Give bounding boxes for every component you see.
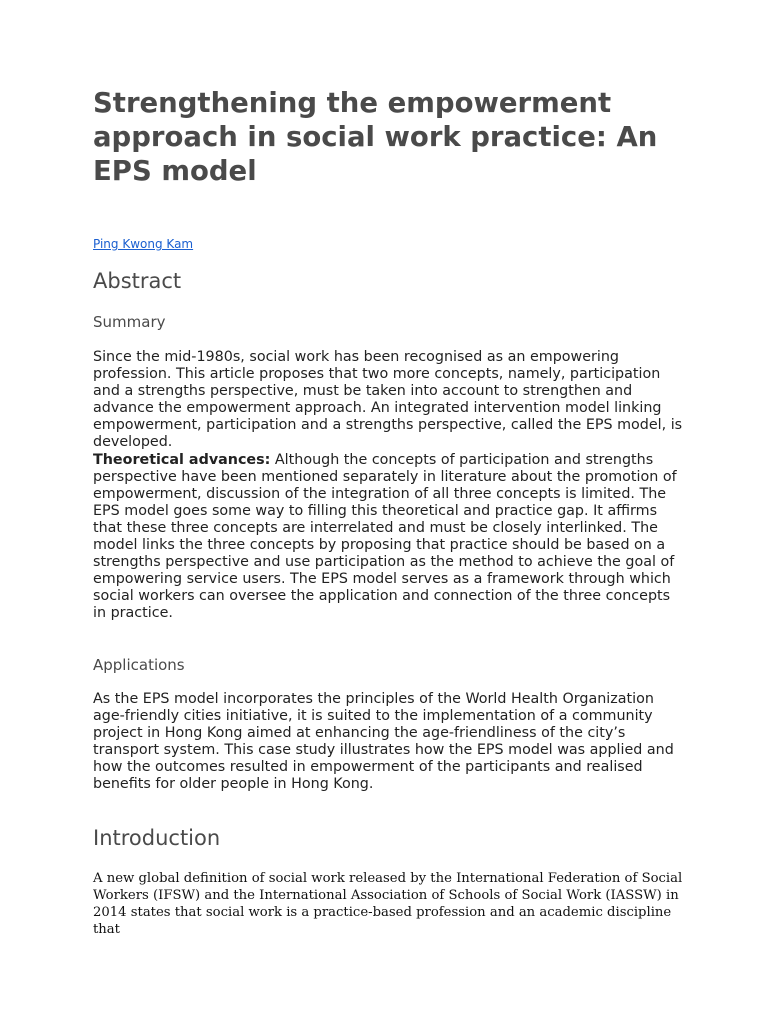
abstract-body: [93, 349, 683, 623]
author-link[interactable]: Ping Kwong Kam: [93, 237, 194, 251]
abstract-heading: Abstract: [93, 269, 182, 293]
summary-heading: Summary: [93, 313, 166, 331]
summary-text: Since the mid-1980s, social work has been recognised as an empowering profession. This article proposes that two more concepts, namely, participation and a strengths perspective, must be taken into account to strengthen and advance the empowerment approach. An integrated intervention model linking empowerment, participation and a strengths perspective, called the EPS model, is developed.: [93, 349, 683, 451]
article-title: Strengthening the empowerment approach in social work practice: An EPS model: [93, 87, 658, 187]
theoretical-advances-text: Although the concepts of participation and strengths perspective have been mentioned separately in literature about the promotion of empowerment, discussion of the integration of all three concepts is limited. The EPS model goes some way to filling this theoretical and practice gap. It affirms that these three concepts are interrelated and must be closely interlinked. The model links the three concepts by proposing that practice should be based on a strengths perspective and use participation as the method to achieve the goal of empowering service users. The EPS model serves as a framework through which social workers can oversee the application and connection of the three concepts in practice.: [93, 451, 677, 622]
applications-text: As the EPS model incorporates the principles of the World Health Organization age-friendly cities initiative, it is suited to the implementation of a community project in Hong Kong aimed at enhancing the age-friendliness of the city’s transport system. This case study illustrates how the EPS model was applied and how the outcomes resulted in empowerment of the participants and realised benefits for older people in Hong Kong.: [93, 691, 674, 793]
introduction-text: A new global definition of social work released by the International Federation of Social Workers (IFSW) and the International Association of Schools of Social Work (IASSW) in 2014 states that social work is a practice-based profession and an academic discipline that: [93, 871, 683, 937]
applications-heading: Applications: [93, 656, 185, 674]
introduction-heading: Introduction: [93, 826, 221, 850]
theoretical-advances-label: Theoretical advances:: [93, 451, 271, 468]
